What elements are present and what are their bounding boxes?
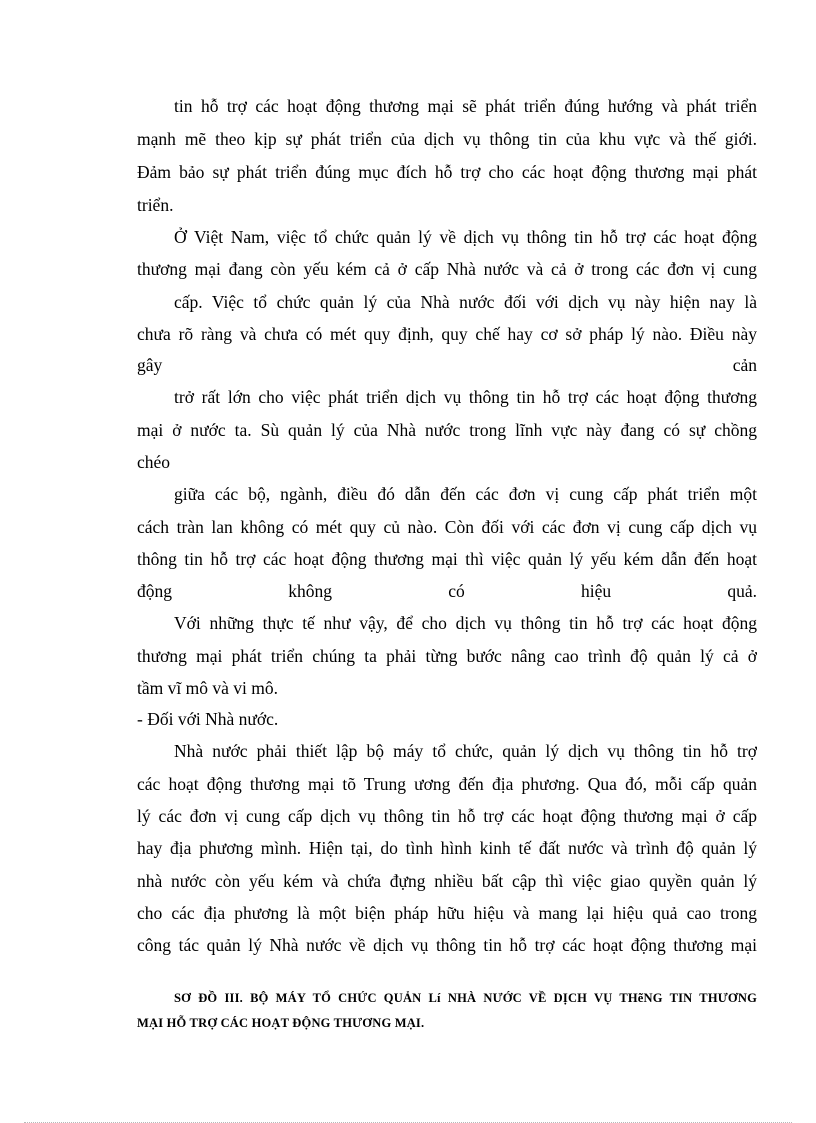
text-line: chéo xyxy=(137,452,171,472)
text-line: giữa các bộ, ngành, điều đó dẫn đến các đơn vị cung cấp phát triển một xyxy=(174,484,757,504)
diagram-caption-line: MẠI HỖ TRỢ CÁC HOẠT ĐỘNG THƯƠNG MẠI. xyxy=(137,1016,425,1030)
text-line: các hoạt động thương mại tõ Trung ương đến địa phương. Qua đó, mỗi cấp quản xyxy=(137,774,757,794)
text-line: Ở Việt Nam, việc tổ chức quản lý về dịch vụ thông tin hỗ trợ các hoạt động xyxy=(174,227,757,247)
text-line: hay địa phương mình. Hiện tại, do tình hình kinh tế đất nước và trình độ quản lý xyxy=(137,838,757,858)
diagram-caption-line: SƠ ĐỒ III. BỘ MÁY TỔ CHỨC QUẢN Lí NHÀ NƯỚC VỀ DỊCH VỤ THẽNG TIN THƯƠNG xyxy=(174,991,757,1005)
text-line: thông tin hỗ trợ các hoạt động thương mại thì việc quản lý yếu kém dẫn đến hoạt xyxy=(137,549,757,569)
text-line: nhà nước còn yếu kém và chứa đựng nhiều bất cập thì việc giao quyền quản lý xyxy=(137,871,757,891)
text-line: lý các đơn vị cung cấp dịch vụ thông tin hỗ trợ các hoạt động thương mại ở cấp xyxy=(137,806,757,826)
section-heading: - Đối với Nhà nước. xyxy=(137,709,279,729)
text-line: tầm vĩ mô và vi mô. xyxy=(137,678,278,698)
text-line: triển. xyxy=(137,195,174,215)
text-line: thương mại đang còn yếu kém cả ở cấp Nhà nước và cả ở trong các đơn vị cung xyxy=(137,259,757,279)
text-line: gây cản xyxy=(137,355,757,375)
text-line: Đảm bảo sự phát triển đúng mục đích hỗ trợ cho các hoạt động thương mại phát xyxy=(137,162,757,182)
text-line: trở rất lớn cho việc phát triển dịch vụ thông tin hỗ trợ các hoạt động thương xyxy=(174,387,757,407)
text-line: cách tràn lan không có mét quy củ nào. Còn đối với các đơn vị cung cấp dịch vụ xyxy=(137,517,757,537)
text-line: động không có hiệu quả. xyxy=(137,581,757,601)
text-line: Nhà nước phải thiết lập bộ máy tổ chức, quản lý dịch vụ thông tin hỗ trợ xyxy=(174,741,757,761)
text-line: Với những thực tế như vậy, để cho dịch vụ thông tin hỗ trợ các hoạt động xyxy=(174,613,757,633)
text-line: cấp. Việc tổ chức quản lý của Nhà nước đối với dịch vụ này hiện nay là xyxy=(174,292,757,312)
text-line: chưa rõ ràng và chưa có mét quy định, quy chế hay cơ sở pháp lý nào. Điều này xyxy=(137,324,757,344)
text-line: thương mại phát triển chúng ta phải từng bước nâng cao trình độ quản lý cả ở xyxy=(137,646,757,666)
text-line: cho các địa phương là một biện pháp hữu hiệu và mang lại hiệu quả cao trong xyxy=(137,903,757,923)
text-line: mại ở nước ta. Sù quản lý của Nhà nước trong lĩnh vực này đang có sự chồng xyxy=(137,420,757,440)
text-line: mạnh mẽ theo kịp sự phát triển của dịch vụ thông tin của khu vực và thế giới. xyxy=(137,129,757,149)
text-line: tin hỗ trợ các hoạt động thương mại sẽ phát triển đúng hướng và phát triển xyxy=(174,96,757,116)
text-line: công tác quản lý Nhà nước về dịch vụ thông tin hỗ trợ các hoạt động thương mại xyxy=(137,935,757,955)
